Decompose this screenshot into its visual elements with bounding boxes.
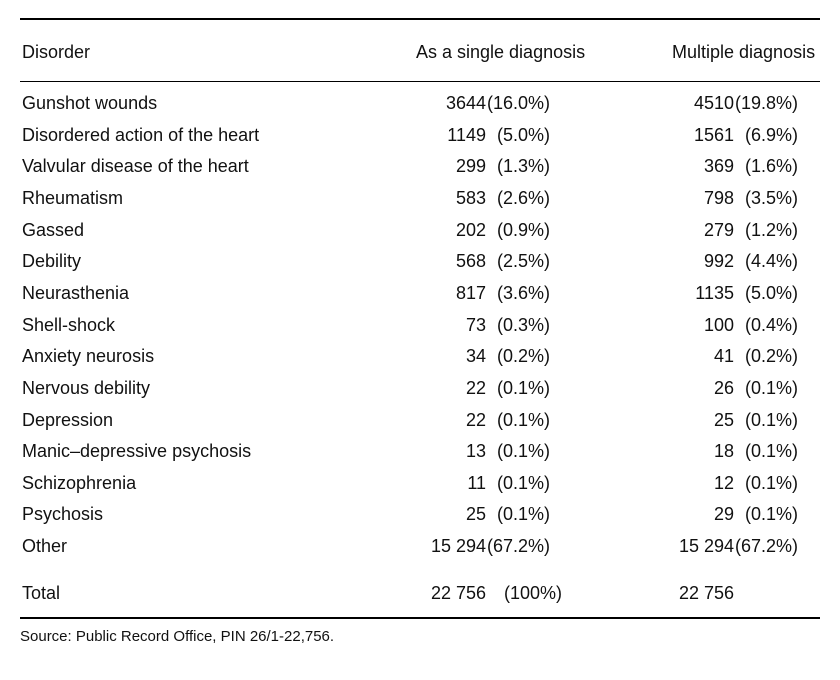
multiple-percent: (6.9%) — [744, 124, 798, 145]
single-count: 73 — [465, 314, 486, 335]
multiple-count: 279 — [703, 219, 734, 240]
header-multiple-diagnosis: Multiple diagnosis — [672, 42, 816, 62]
multiple-percent: (4.4%) — [744, 251, 798, 272]
disorder-name: Rheumatism — [22, 187, 124, 208]
disorder-name: Nervous debility — [22, 377, 151, 398]
single-percent: (0.1%) — [496, 409, 550, 430]
multiple-count: 798 — [703, 187, 734, 208]
multiple-count: 12 — [713, 472, 734, 493]
single-count: 583 — [455, 187, 486, 208]
single-percent: (0.1%) — [496, 504, 550, 525]
table-row — [0, 408, 840, 432]
single-count: 1149 — [447, 124, 486, 145]
table-row — [0, 91, 840, 115]
disorder-name: Anxiety neurosis — [22, 346, 155, 367]
header-rule — [20, 81, 820, 82]
single-percent: (16.0%) — [486, 93, 550, 113]
multiple-percent: (0.4%) — [744, 314, 798, 335]
single-percent: (0.9%) — [496, 219, 550, 240]
multiple-count: 100 — [703, 314, 734, 335]
multiple-count: 18 — [713, 441, 734, 462]
single-count: 22 — [465, 377, 486, 398]
multiple-percent: (1.2%) — [744, 219, 798, 240]
single-percent: (67.2%) — [486, 536, 550, 557]
header-disorder: Disorder — [22, 42, 91, 62]
table-row — [0, 281, 840, 305]
header-single-diagnosis: As a single diagnosis — [416, 42, 586, 62]
single-count: 817 — [455, 282, 486, 303]
total-row — [0, 581, 840, 605]
multiple-count: 4510 — [693, 93, 734, 113]
multiple-count: 29 — [713, 504, 734, 525]
single-percent: (0.1%) — [496, 472, 550, 493]
disorder-name: Manic–depressive psychosis — [22, 441, 252, 462]
multiple-percent: (0.2%) — [744, 346, 798, 367]
multiple-count: 15 294 — [678, 536, 734, 557]
disorder-name: Other — [22, 536, 68, 557]
multiple-percent: (0.1%) — [744, 377, 798, 398]
single-percent: (1.3%) — [496, 156, 550, 177]
multiple-percent: (5.0%) — [744, 282, 798, 303]
table-row — [0, 218, 840, 242]
disorder-name: Debility — [22, 251, 82, 272]
disorder-name: Psychosis — [22, 504, 104, 525]
single-count: 13 — [465, 441, 486, 462]
multiple-count: 41 — [713, 346, 734, 367]
single-count: 22 — [465, 409, 486, 430]
disorder-name: Schizophrenia — [22, 472, 137, 493]
multiple-percent: (0.1%) — [744, 504, 798, 525]
table-row — [0, 154, 840, 178]
multiple-count: 1561 — [693, 124, 734, 145]
table-row — [0, 186, 840, 210]
multiple-percent: (67.2%) — [734, 536, 798, 557]
multiple-percent: (19.8%) — [734, 93, 798, 113]
multiple-count: 26 — [713, 377, 734, 398]
table-row — [0, 313, 840, 337]
disorder-name: Depression — [22, 409, 114, 430]
single-percent: (2.5%) — [496, 251, 550, 272]
disorder-name: Disordered action of the heart — [22, 124, 260, 145]
multiple-count: 992 — [703, 251, 734, 272]
total-single-percent: (100%) — [503, 583, 562, 603]
table-row — [0, 123, 840, 147]
single-percent: (0.1%) — [496, 377, 550, 398]
bottom-rule — [20, 617, 820, 619]
single-count: 11 — [467, 472, 486, 493]
source-note: Source: Public Record Office, PIN 26/1-22,756. — [20, 628, 335, 645]
total-label: Total — [22, 583, 61, 603]
total-multiple-count: 22 756 — [678, 583, 734, 603]
multiple-percent: (1.6%) — [744, 156, 798, 177]
single-percent: (0.1%) — [496, 441, 550, 462]
single-count: 568 — [455, 251, 486, 272]
disorder-name: Shell-shock — [22, 314, 116, 335]
single-count: 25 — [465, 504, 486, 525]
multiple-percent: (0.1%) — [744, 409, 798, 430]
single-percent: (3.6%) — [496, 282, 550, 303]
multiple-count: 1135 — [695, 282, 734, 303]
table-row — [0, 439, 840, 463]
table-row — [0, 249, 840, 273]
single-count: 34 — [465, 346, 486, 367]
single-percent: (0.3%) — [496, 314, 550, 335]
table-row — [0, 502, 840, 526]
multiple-count: 25 — [713, 409, 734, 430]
multiple-count: 369 — [703, 156, 734, 177]
single-percent: (0.2%) — [496, 346, 550, 367]
table-row — [0, 376, 840, 400]
disorder-name: Gassed — [22, 219, 85, 240]
single-count: 299 — [455, 156, 486, 177]
disorder-name: Neurasthenia — [22, 282, 130, 303]
multiple-percent: (0.1%) — [744, 472, 798, 493]
disorder-name: Gunshot wounds — [22, 93, 158, 113]
top-rule — [20, 18, 820, 20]
total-single-count: 22 756 — [430, 583, 486, 603]
table-row — [0, 344, 840, 368]
single-percent: (5.0%) — [496, 124, 550, 145]
single-percent: (2.6%) — [496, 187, 550, 208]
single-count: 202 — [455, 219, 486, 240]
multiple-percent: (0.1%) — [744, 441, 798, 462]
multiple-percent: (3.5%) — [744, 187, 798, 208]
single-count: 15 294 — [430, 536, 486, 557]
table-row — [0, 471, 840, 495]
table-row — [0, 534, 840, 558]
single-count: 3644 — [445, 93, 486, 113]
disorder-name: Valvular disease of the heart — [22, 156, 249, 177]
